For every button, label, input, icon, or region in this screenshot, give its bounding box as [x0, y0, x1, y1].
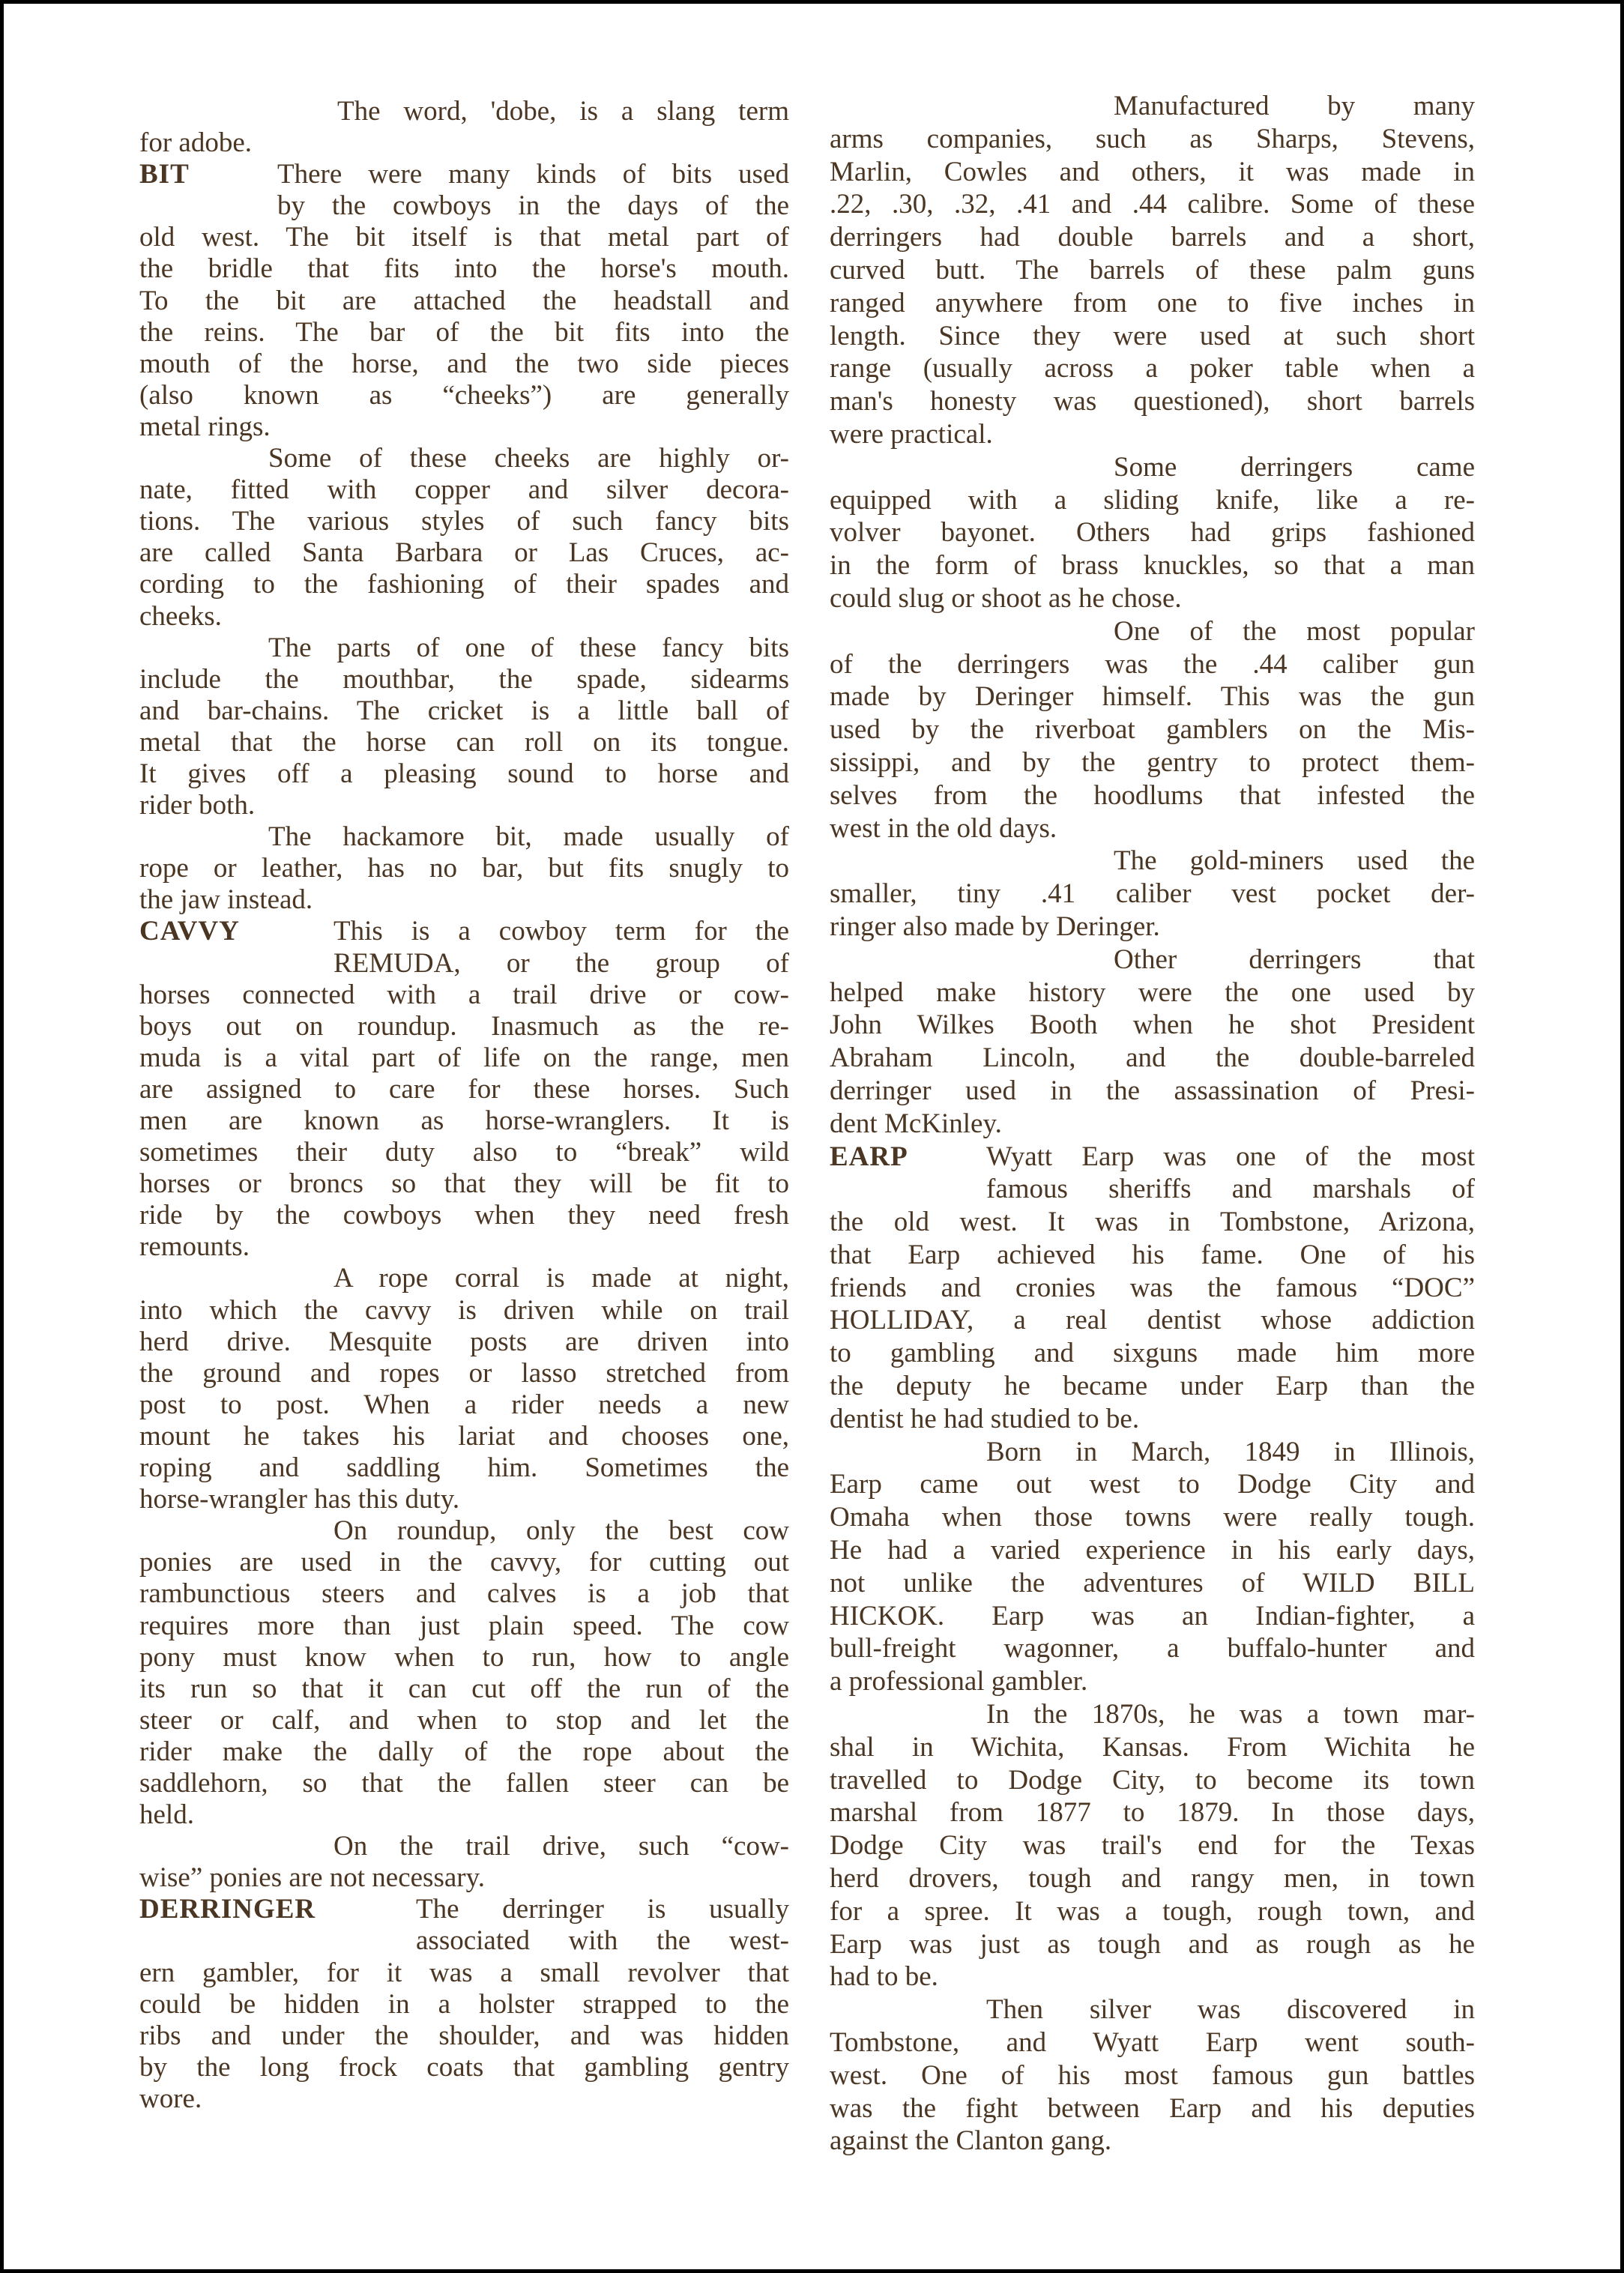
- text-line: [139, 1547, 789, 1578]
- text-line: [139, 1515, 789, 1547]
- text-line: [139, 948, 789, 979]
- text-line: [139, 853, 789, 884]
- text-line: [830, 1960, 1475, 1993]
- line-text: marshal from 1877 to 1879. In those days,: [830, 1797, 1475, 1829]
- text-line: [139, 1326, 789, 1358]
- text-line: [139, 1862, 789, 1894]
- line-text: The gold-miners used the: [1114, 845, 1475, 877]
- line-text: to gambling and sixguns made him more: [830, 1338, 1475, 1369]
- text-line: [139, 1231, 789, 1263]
- text-line: [830, 188, 1475, 221]
- line-text: curved butt. The barrels of these palm guns: [830, 254, 1475, 286]
- line-text: man's honesty was questioned), short barrels: [830, 386, 1475, 417]
- text-line: [830, 1501, 1475, 1534]
- line-text: Marlin, Cowles and others, it was made in: [830, 156, 1475, 187]
- line-text: herd drovers, tough and rangy men, in town: [830, 1863, 1475, 1895]
- text-line: [830, 582, 1475, 615]
- text-line: [139, 727, 789, 758]
- text-line: [830, 418, 1475, 451]
- text-line: [139, 127, 789, 159]
- text-line: [830, 845, 1475, 878]
- line-text: metal rings.: [139, 411, 271, 442]
- text-line: [139, 633, 789, 664]
- text-line: [830, 1862, 1475, 1895]
- text-line: [830, 1141, 1475, 1174]
- line-text: for a spree. It was a tough, rough town, and: [830, 1895, 1475, 1927]
- line-text: mount he takes his lariat and chooses one,: [139, 1420, 789, 1452]
- line-text: (also known as “cheeks”) are generally: [139, 379, 789, 411]
- line-text: saddlehorn, so that the fallen steer can be: [139, 1767, 789, 1799]
- text-line: [139, 1421, 789, 1452]
- text-line: [139, 1989, 789, 2020]
- line-text: pony must know when to run, how to angle: [139, 1641, 789, 1673]
- text-line: [830, 648, 1475, 681]
- line-text: used by the riverboat gamblers on the Mis-: [830, 714, 1475, 746]
- text-line: [139, 916, 789, 947]
- text-line: [139, 695, 789, 727]
- text-line: [139, 1074, 789, 1105]
- line-text: include the mouthbar, the spade, sidearms: [139, 663, 789, 695]
- text-line: [830, 1632, 1475, 1665]
- line-text: the old west. It was in Tombstone, Arizona,: [830, 1207, 1475, 1238]
- text-line: [139, 411, 789, 443]
- line-text: ride by the cowboys when they need fresh: [139, 1200, 789, 1231]
- line-text: bull-freight wagonner, a buffalo-hunter and: [830, 1633, 1475, 1664]
- line-text: and bar-chains. The cricket is a little ball of: [139, 695, 789, 726]
- line-text: Some of these cheeks are highly or-: [268, 443, 789, 474]
- entry-term: BIT: [139, 159, 190, 190]
- line-text: Tombstone, and Wyatt Earp went south-: [830, 2027, 1475, 2059]
- paragraph: [830, 845, 1475, 943]
- text-line: [830, 1468, 1475, 1501]
- text-line: [139, 1768, 789, 1799]
- text-line: [139, 506, 789, 537]
- line-text: Omaha when those towns were really tough.: [830, 1502, 1475, 1533]
- line-text: requires more than just plain speed. The cow: [139, 1610, 789, 1641]
- line-text: against the Clanton gang.: [830, 2125, 1112, 2157]
- entry-term: EARP: [830, 1141, 908, 1172]
- line-text: cording to the fashioning of their spades and: [139, 569, 789, 600]
- text-line: [830, 385, 1475, 418]
- line-text: Wyatt Earp was one of the most: [986, 1141, 1475, 1172]
- line-text: travelled to Dodge City, to become its town: [830, 1764, 1475, 1796]
- line-text: mouth of the horse, and the two side pieces: [139, 348, 789, 379]
- line-text: by the long frock coats that gambling gentry: [139, 2051, 789, 2083]
- text-line: [830, 1829, 1475, 1862]
- text-line: [830, 779, 1475, 812]
- paragraph: [139, 96, 789, 159]
- line-text: derringers had double barrels and a short,: [830, 222, 1475, 253]
- text-line: [830, 156, 1475, 189]
- text-line: [139, 222, 789, 253]
- text-line: [139, 758, 789, 790]
- text-line: [139, 1295, 789, 1326]
- line-text: selves from the hoodlums that infested the: [830, 779, 1475, 811]
- line-text: helped make history were the one used by: [830, 976, 1475, 1008]
- text-line: [139, 1011, 789, 1042]
- text-line: [830, 680, 1475, 713]
- text-line: [139, 96, 789, 127]
- line-text: The parts of one of these fancy bits: [268, 632, 789, 663]
- line-text: In the 1870s, he was a town mar-: [986, 1699, 1475, 1730]
- text-line: [139, 1642, 789, 1673]
- paragraph: [830, 944, 1475, 1141]
- paragraph: [830, 90, 1475, 451]
- line-text: A rope corral is made at night,: [333, 1263, 789, 1294]
- text-line: [830, 1567, 1475, 1600]
- paragraph: [830, 1993, 1475, 2158]
- text-line: [139, 1389, 789, 1421]
- line-text: the jaw instead.: [139, 884, 313, 916]
- text-line: [139, 1263, 789, 1294]
- paragraph: [830, 1436, 1475, 1698]
- text-line: [830, 549, 1475, 582]
- line-text: had to be.: [830, 1961, 938, 1993]
- text-line: [830, 1764, 1475, 1797]
- text-line: [830, 287, 1475, 320]
- line-text: ponies are used in the cavvy, for cutting out: [139, 1547, 789, 1578]
- line-text: dentist he had studied to be.: [830, 1403, 1140, 1434]
- left-column: [139, 96, 789, 2115]
- text-line: [139, 348, 789, 380]
- line-text: It gives off a pleasing sound to horse and: [139, 758, 789, 789]
- line-text: of the derringers was the .44 caliber gun: [830, 648, 1475, 680]
- text-line: [830, 1075, 1475, 1108]
- text-line: [830, 713, 1475, 746]
- text-line: [830, 1796, 1475, 1829]
- text-line: [830, 911, 1475, 944]
- text-line: [830, 1403, 1475, 1436]
- text-line: [139, 1925, 789, 1957]
- text-line: [830, 1600, 1475, 1633]
- line-text: REMUDA, or the group of: [333, 947, 789, 979]
- text-line: [139, 253, 789, 285]
- text-line: [830, 1665, 1475, 1698]
- line-text: famous sheriffs and marshals of: [986, 1174, 1475, 1205]
- line-text: Dodge City was trail's end for the Texas: [830, 1830, 1475, 1862]
- line-text: .22, .30, .32, .41 and .44 calibre. Some of these: [830, 189, 1475, 220]
- text-line: [139, 1105, 789, 1137]
- line-text: HOLLIDAY, a real dentist whose addiction: [830, 1305, 1475, 1336]
- line-text: Earp came out west to Dodge City and: [830, 1469, 1475, 1500]
- line-text: friends and cronies was the famous “DOC”: [830, 1272, 1475, 1303]
- line-text: in the form of brass knuckles, so that a man: [830, 550, 1475, 582]
- line-text: He had a varied experience in his early days,: [830, 1535, 1475, 1566]
- text-line: [139, 1831, 789, 1862]
- text-line: [830, 451, 1475, 484]
- text-line: [830, 1436, 1475, 1469]
- line-text: the deputy he became under Earp than the: [830, 1371, 1475, 1402]
- line-text: On roundup, only the best cow: [333, 1515, 789, 1547]
- line-text: are called Santa Barbara or Las Cruces, ac-: [139, 537, 789, 569]
- line-text: that Earp achieved his fame. One of his: [830, 1239, 1475, 1270]
- text-line: [139, 159, 789, 190]
- line-text: by the cowboys in the days of the: [277, 190, 789, 222]
- line-text: length. Since they were used at such short: [830, 320, 1475, 351]
- text-line: [830, 221, 1475, 254]
- line-text: Manufactured by many: [1114, 91, 1475, 121]
- text-line: [139, 1611, 789, 1642]
- line-text: made by Deringer himself. This was the gun: [830, 681, 1475, 713]
- text-line: [830, 1698, 1475, 1731]
- text-line: [830, 746, 1475, 779]
- line-text: the reins. The bar of the bit fits into the: [139, 316, 789, 348]
- line-text: a professional gambler.: [830, 1666, 1088, 1697]
- line-text: wore.: [139, 2083, 202, 2114]
- line-text: ringer also made by Deringer.: [830, 911, 1160, 942]
- line-text: volver bayonet. Others had grips fashioned: [830, 517, 1475, 549]
- line-text: old west. The bit itself is that metal part of: [139, 222, 789, 253]
- paragraph: [139, 1515, 789, 1831]
- text-line: [830, 1731, 1475, 1764]
- text-line: [830, 1534, 1475, 1567]
- paragraph: [139, 443, 789, 633]
- entry-term: DERRINGER: [139, 1894, 316, 1925]
- paragraph: [830, 615, 1475, 845]
- line-text: rider make the dally of the rope about the: [139, 1736, 789, 1767]
- text-line: [139, 601, 789, 633]
- text-line: [139, 474, 789, 506]
- line-text: could slug or shoot as he chose.: [830, 582, 1182, 614]
- line-text: rambunctious steers and calves is a job that: [139, 1578, 789, 1610]
- line-text: steer or calf, and when to stop and let the: [139, 1704, 789, 1736]
- line-text: horse-wrangler has this duty.: [139, 1484, 460, 1515]
- line-text: west. One of his most famous gun battles: [830, 2059, 1475, 2091]
- paragraph: [139, 821, 789, 916]
- text-line: [830, 1108, 1475, 1141]
- line-text: rope or leather, has no bar, but fits snugly to: [139, 853, 789, 884]
- line-text: metal that the horse can roll on its tongue.: [139, 726, 789, 758]
- line-text: equipped with a sliding knife, like a re-: [830, 484, 1475, 516]
- text-line: [830, 2092, 1475, 2125]
- line-text: rider both.: [139, 790, 256, 821]
- text-line: [830, 1272, 1475, 1305]
- text-line: [139, 2052, 789, 2083]
- text-line: [139, 1736, 789, 1768]
- text-line: [830, 90, 1475, 123]
- line-text: shal in Wichita, Kansas. From Wichita he: [830, 1731, 1475, 1763]
- line-text: roping and saddling him. Sometimes the: [139, 1452, 789, 1484]
- text-line: [139, 979, 789, 1011]
- text-line: [830, 1009, 1475, 1042]
- line-text: nate, fitted with copper and silver decora-: [139, 474, 789, 506]
- line-text: Abraham Lincoln, and the double-barreled: [830, 1042, 1475, 1074]
- line-text: associated with the west-: [416, 1925, 789, 1957]
- text-line: [830, 1370, 1475, 1403]
- line-text: Other derringers that: [1114, 944, 1475, 975]
- line-text: men are known as horse-wranglers. It is: [139, 1105, 789, 1136]
- text-line: [139, 2020, 789, 2052]
- text-line: [830, 976, 1475, 1009]
- line-text: derringer used in the assassination of Presi-: [830, 1075, 1475, 1106]
- line-text: was the fight between Earp and his deputies: [830, 2092, 1475, 2124]
- entry-earp: [830, 1141, 1475, 1436]
- text-line: [139, 1358, 789, 1389]
- line-text: for adobe.: [139, 127, 252, 159]
- text-line: [830, 2059, 1475, 2092]
- text-line: [830, 320, 1475, 353]
- line-text: Born in March, 1849 in Illinois,: [986, 1436, 1475, 1467]
- right-column: [830, 90, 1475, 2158]
- line-text: herd drive. Mesquite posts are driven into: [139, 1326, 789, 1357]
- text-line: [830, 1239, 1475, 1272]
- entry-derringer: [139, 1894, 789, 2115]
- line-text: The hackamore bit, made usually of: [268, 821, 789, 853]
- line-text: smaller, tiny .41 caliber vest pocket der-: [830, 878, 1475, 910]
- text-line: [139, 1705, 789, 1736]
- entry-cavvy: [139, 916, 789, 1263]
- line-text: The word, 'dobe, is a slang term: [337, 96, 789, 127]
- line-text: This is a cowboy term for the: [333, 916, 789, 947]
- text-line: [139, 2083, 789, 2115]
- line-text: are assigned to care for these horses. Such: [139, 1073, 789, 1105]
- text-line: [830, 123, 1475, 156]
- line-text: the bridle that fits into the horse's mouth.: [139, 253, 789, 285]
- paragraph: [830, 451, 1475, 615]
- text-line: [830, 812, 1475, 845]
- line-text: ribs and under the shoulder, and was hidden: [139, 2020, 789, 2051]
- text-line: [830, 878, 1475, 911]
- text-line: [830, 2125, 1475, 2158]
- line-text: One of the most popular: [1114, 615, 1475, 647]
- line-text: were practical.: [830, 418, 993, 450]
- text-line: [139, 1168, 789, 1200]
- text-line: [830, 1337, 1475, 1370]
- text-line: [830, 2026, 1475, 2059]
- line-text: ranged anywhere from one to five inches in: [830, 287, 1475, 319]
- text-line: [139, 380, 789, 411]
- line-text: Earp was just as tough and as rough as he: [830, 1928, 1475, 1960]
- text-line: [139, 537, 789, 569]
- text-line: [139, 286, 789, 317]
- line-text: boys out on roundup. Inasmuch as the re-: [139, 1010, 789, 1042]
- line-text: arms companies, such as Sharps, Stevens,: [830, 123, 1475, 154]
- line-text: horses or broncs so that they will be fit to: [139, 1168, 789, 1200]
- text-line: [139, 1452, 789, 1484]
- line-text: tions. The various styles of such fancy bits: [139, 506, 789, 537]
- line-text: sometimes their duty also to “break” wild: [139, 1137, 789, 1168]
- line-text: There were many kinds of bits used: [277, 159, 789, 190]
- line-text: Some derringers came: [1114, 451, 1475, 483]
- text-line: [830, 352, 1475, 385]
- text-line: [139, 821, 789, 853]
- text-line: [139, 1957, 789, 1989]
- line-text: On the trail drive, such “cow-: [333, 1831, 789, 1862]
- text-line: [830, 1928, 1475, 1961]
- text-line: [139, 790, 789, 821]
- paragraph: [139, 1263, 789, 1515]
- text-line: [830, 484, 1475, 517]
- paragraph: [139, 633, 789, 822]
- line-text: not unlike the adventures of WILD BILL: [830, 1567, 1475, 1599]
- line-text: the ground and ropes or lasso stretched from: [139, 1357, 789, 1389]
- text-line: [830, 615, 1475, 648]
- text-line: [139, 1673, 789, 1705]
- text-line: [139, 664, 789, 695]
- text-line: [139, 1484, 789, 1515]
- line-text: west in the old days.: [830, 812, 1057, 844]
- text-line: [139, 190, 789, 222]
- line-text: horses connected with a trail drive or cow-: [139, 979, 789, 1010]
- text-line: [830, 1993, 1475, 2026]
- text-line: [139, 317, 789, 348]
- line-text: cheeks.: [139, 600, 222, 632]
- text-line: [139, 1894, 789, 1925]
- line-text: range (usually across a poker table when a: [830, 353, 1475, 384]
- text-line: [139, 569, 789, 600]
- text-line: [830, 1042, 1475, 1075]
- text-line: [139, 1137, 789, 1168]
- line-text: To the bit are attached the headstall and: [139, 285, 789, 316]
- line-text: John Wilkes Booth when he shot President: [830, 1009, 1475, 1041]
- line-text: dent McKinley.: [830, 1108, 1002, 1139]
- text-line: [139, 884, 789, 916]
- paragraph: [139, 1831, 789, 1894]
- line-text: could be hidden in a holster strapped to the: [139, 1988, 789, 2020]
- text-line: [139, 443, 789, 474]
- text-line: [830, 1173, 1475, 1206]
- line-text: Then silver was discovered in: [986, 1994, 1475, 2026]
- paragraph: [830, 1698, 1475, 1993]
- text-line: [830, 1304, 1475, 1337]
- entry-bit: [139, 159, 789, 443]
- line-text: post to post. When a rider needs a new: [139, 1389, 789, 1420]
- text-line: [830, 254, 1475, 287]
- line-text: held.: [139, 1799, 194, 1831]
- text-line: [830, 1206, 1475, 1239]
- line-text: remounts.: [139, 1231, 250, 1263]
- text-line: [139, 1799, 789, 1831]
- line-text: its run so that it can cut off the run of the: [139, 1673, 789, 1704]
- line-text: muda is a vital part of life on the range, men: [139, 1042, 789, 1073]
- line-text: The derringer is usually: [416, 1894, 789, 1925]
- line-text: ern gambler, for it was a small revolver that: [139, 1957, 789, 1988]
- line-text: wise” ponies are not necessary.: [139, 1862, 485, 1894]
- text-line: [830, 944, 1475, 976]
- entry-term: CAVVY: [139, 916, 240, 947]
- text-line: [139, 1042, 789, 1074]
- line-text: into which the cavvy is driven while on trail: [139, 1294, 789, 1326]
- line-text: HICKOK. Earp was an Indian-fighter, a: [830, 1600, 1475, 1631]
- line-text: sissippi, and by the gentry to protect them-: [830, 746, 1475, 778]
- text-line: [830, 1895, 1475, 1928]
- text-line: [139, 1578, 789, 1610]
- text-line: [830, 516, 1475, 549]
- text-line: [139, 1200, 789, 1231]
